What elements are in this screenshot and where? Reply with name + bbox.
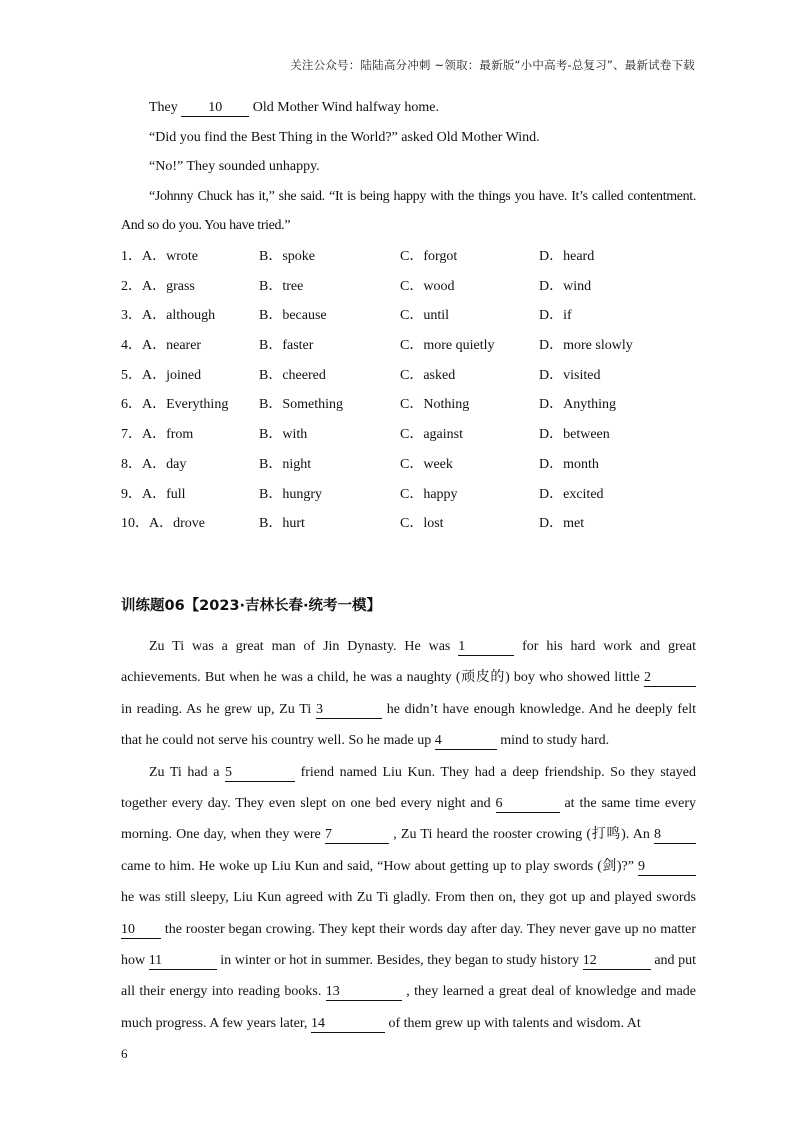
passage-1-line-3: “No!” They sounded unhappy. xyxy=(149,159,320,174)
option-a: 10．A．drove xyxy=(121,516,205,532)
text: in winter or hot in summer. Besides, they began to study history xyxy=(220,953,580,969)
option-row xyxy=(121,334,701,364)
option-c: C．happy xyxy=(400,486,458,502)
option-d: D．Anything xyxy=(539,397,616,413)
option-row xyxy=(121,275,701,305)
blank-5: 5 xyxy=(225,765,295,782)
option-b: B．hurt xyxy=(259,516,305,532)
blank-3: 3 xyxy=(316,702,382,719)
option-a: 3．A．although xyxy=(121,308,216,324)
option-c: C．asked xyxy=(400,367,456,383)
page-header: 关注公众号：陆陆高分冲刺 ~领取：最新版“小中高考-总复习”、最新试卷下载 xyxy=(290,58,695,72)
blank-10: 10 xyxy=(121,922,161,939)
option-row xyxy=(121,423,701,453)
blank-1: 1 xyxy=(458,639,514,656)
option-row xyxy=(121,512,701,542)
blank-11: 11 xyxy=(149,953,217,970)
text: the rooster began crowing. They kept their words day after day. They never gave up no matter how xyxy=(121,921,696,969)
text: and put all their energy into reading books. xyxy=(121,953,697,1000)
option-b: B．tree xyxy=(259,278,304,294)
passage-2-paragraph-1 xyxy=(121,631,696,757)
option-d: D．heard xyxy=(539,249,595,264)
option-c: C．forgot xyxy=(400,249,458,264)
option-c: C．until xyxy=(400,308,450,324)
answer-options xyxy=(121,245,701,542)
blank-4: 4 xyxy=(435,733,497,750)
option-a: 9．A．full xyxy=(121,486,186,502)
option-a: 8．A．day xyxy=(121,456,187,472)
text: , they learned a great deal of knowledge and made much progress. A few years later, xyxy=(121,984,697,1031)
option-b: B．night xyxy=(259,456,312,472)
blank-14: 14 xyxy=(311,1016,385,1033)
option-d: D．excited xyxy=(539,486,604,502)
option-c: C．Nothing xyxy=(400,397,470,413)
option-a: 2．A．grass xyxy=(121,278,195,294)
option-b: B．Something xyxy=(259,397,344,413)
section-title: 训练题06【2023·吉林长春·统考一模】 xyxy=(121,598,382,614)
text: came to him. He woke up Liu Kun and said, “How about getting up to play swords (剑)?” xyxy=(121,858,634,874)
option-b: B．because xyxy=(259,308,327,324)
option-d: D．between xyxy=(539,427,610,443)
option-row xyxy=(121,453,701,483)
blank-12: 12 xyxy=(583,953,651,970)
option-c: C．week xyxy=(400,456,453,472)
passage-1-line-1 xyxy=(121,93,696,123)
option-a: 6．A．Everything xyxy=(121,397,229,413)
text: of them grew up with talents and wisdom. At xyxy=(388,1015,641,1031)
option-row xyxy=(121,393,701,423)
text: in reading. As he grew up, Zu Ti xyxy=(121,701,312,717)
text: Zu Ti was a great man of Jin Dynasty. He was xyxy=(149,639,451,654)
passage-1-line-4: “Johnny Chuck has it,” she said. “It is being happy with the things you have. It’s called contentment. And so do you. You have tried.” xyxy=(121,188,696,233)
option-row xyxy=(121,304,701,334)
text: They xyxy=(149,100,178,115)
option-d: D．if xyxy=(539,308,572,324)
option-row xyxy=(121,364,701,394)
option-d: D．more slowly xyxy=(539,338,633,354)
text: for his hard work and great achievements. But when he was a child, he was a naughty (顽皮的) boy who showed little xyxy=(121,639,697,686)
blank-10: 10 xyxy=(181,100,249,117)
option-a: 1．A．wrote xyxy=(121,249,198,264)
option-b: B．hungry xyxy=(259,486,322,502)
blank-13: 13 xyxy=(326,984,402,1001)
option-d: D．met xyxy=(539,516,585,532)
text: at the same time every morning. One day, when they were xyxy=(121,796,697,843)
option-a: 5．A．joined xyxy=(121,367,202,383)
passage-2 xyxy=(121,631,696,1039)
blank-7: 7 xyxy=(325,827,389,844)
blank-9: 9 xyxy=(638,859,696,876)
option-b: B．spoke xyxy=(259,249,315,264)
option-c: C．lost xyxy=(400,516,444,532)
option-b: B．cheered xyxy=(259,367,326,383)
option-d: D．month xyxy=(539,456,599,472)
option-c: C．more quietly xyxy=(400,338,495,354)
option-d: D．visited xyxy=(539,367,601,383)
blank-8: 8 xyxy=(654,827,696,844)
option-b: B．faster xyxy=(259,338,314,354)
passage-1-line-2: “Did you find the Best Thing in the World?” asked Old Mother Wind. xyxy=(149,129,540,145)
option-c: C．against xyxy=(400,427,463,443)
text: , Zu Ti heard the rooster crowing (打鸣). An xyxy=(393,827,650,843)
text: mind to study hard. xyxy=(500,733,610,749)
passage-1 xyxy=(121,93,696,241)
option-row xyxy=(121,483,701,513)
option-b: B．with xyxy=(259,427,308,443)
option-row xyxy=(121,245,701,275)
text: he was still sleepy, Liu Kun agreed with Zu Ti gladly. From then on, they got up and played swords xyxy=(121,890,696,906)
text: Old Mother Wind halfway home. xyxy=(252,100,439,115)
text: he didn’t have enough knowledge. And he deeply felt that he could not serve his country well. So he made up xyxy=(121,701,697,749)
text: Zu Ti had a xyxy=(149,764,220,780)
option-c: C．wood xyxy=(400,278,455,294)
blank-2: 2 xyxy=(644,670,696,687)
passage-2-paragraph-2 xyxy=(121,757,696,1040)
option-d: D．wind xyxy=(539,278,592,294)
blank-6: 6 xyxy=(496,796,560,813)
option-a: 7．A．from xyxy=(121,427,194,443)
text: friend named Liu Kun. They had a deep friendship. So they stayed together every day. They even slept on one bed every night and xyxy=(121,764,696,812)
option-a: 4．A．nearer xyxy=(121,338,202,354)
page-number: 6 xyxy=(121,1046,128,1061)
